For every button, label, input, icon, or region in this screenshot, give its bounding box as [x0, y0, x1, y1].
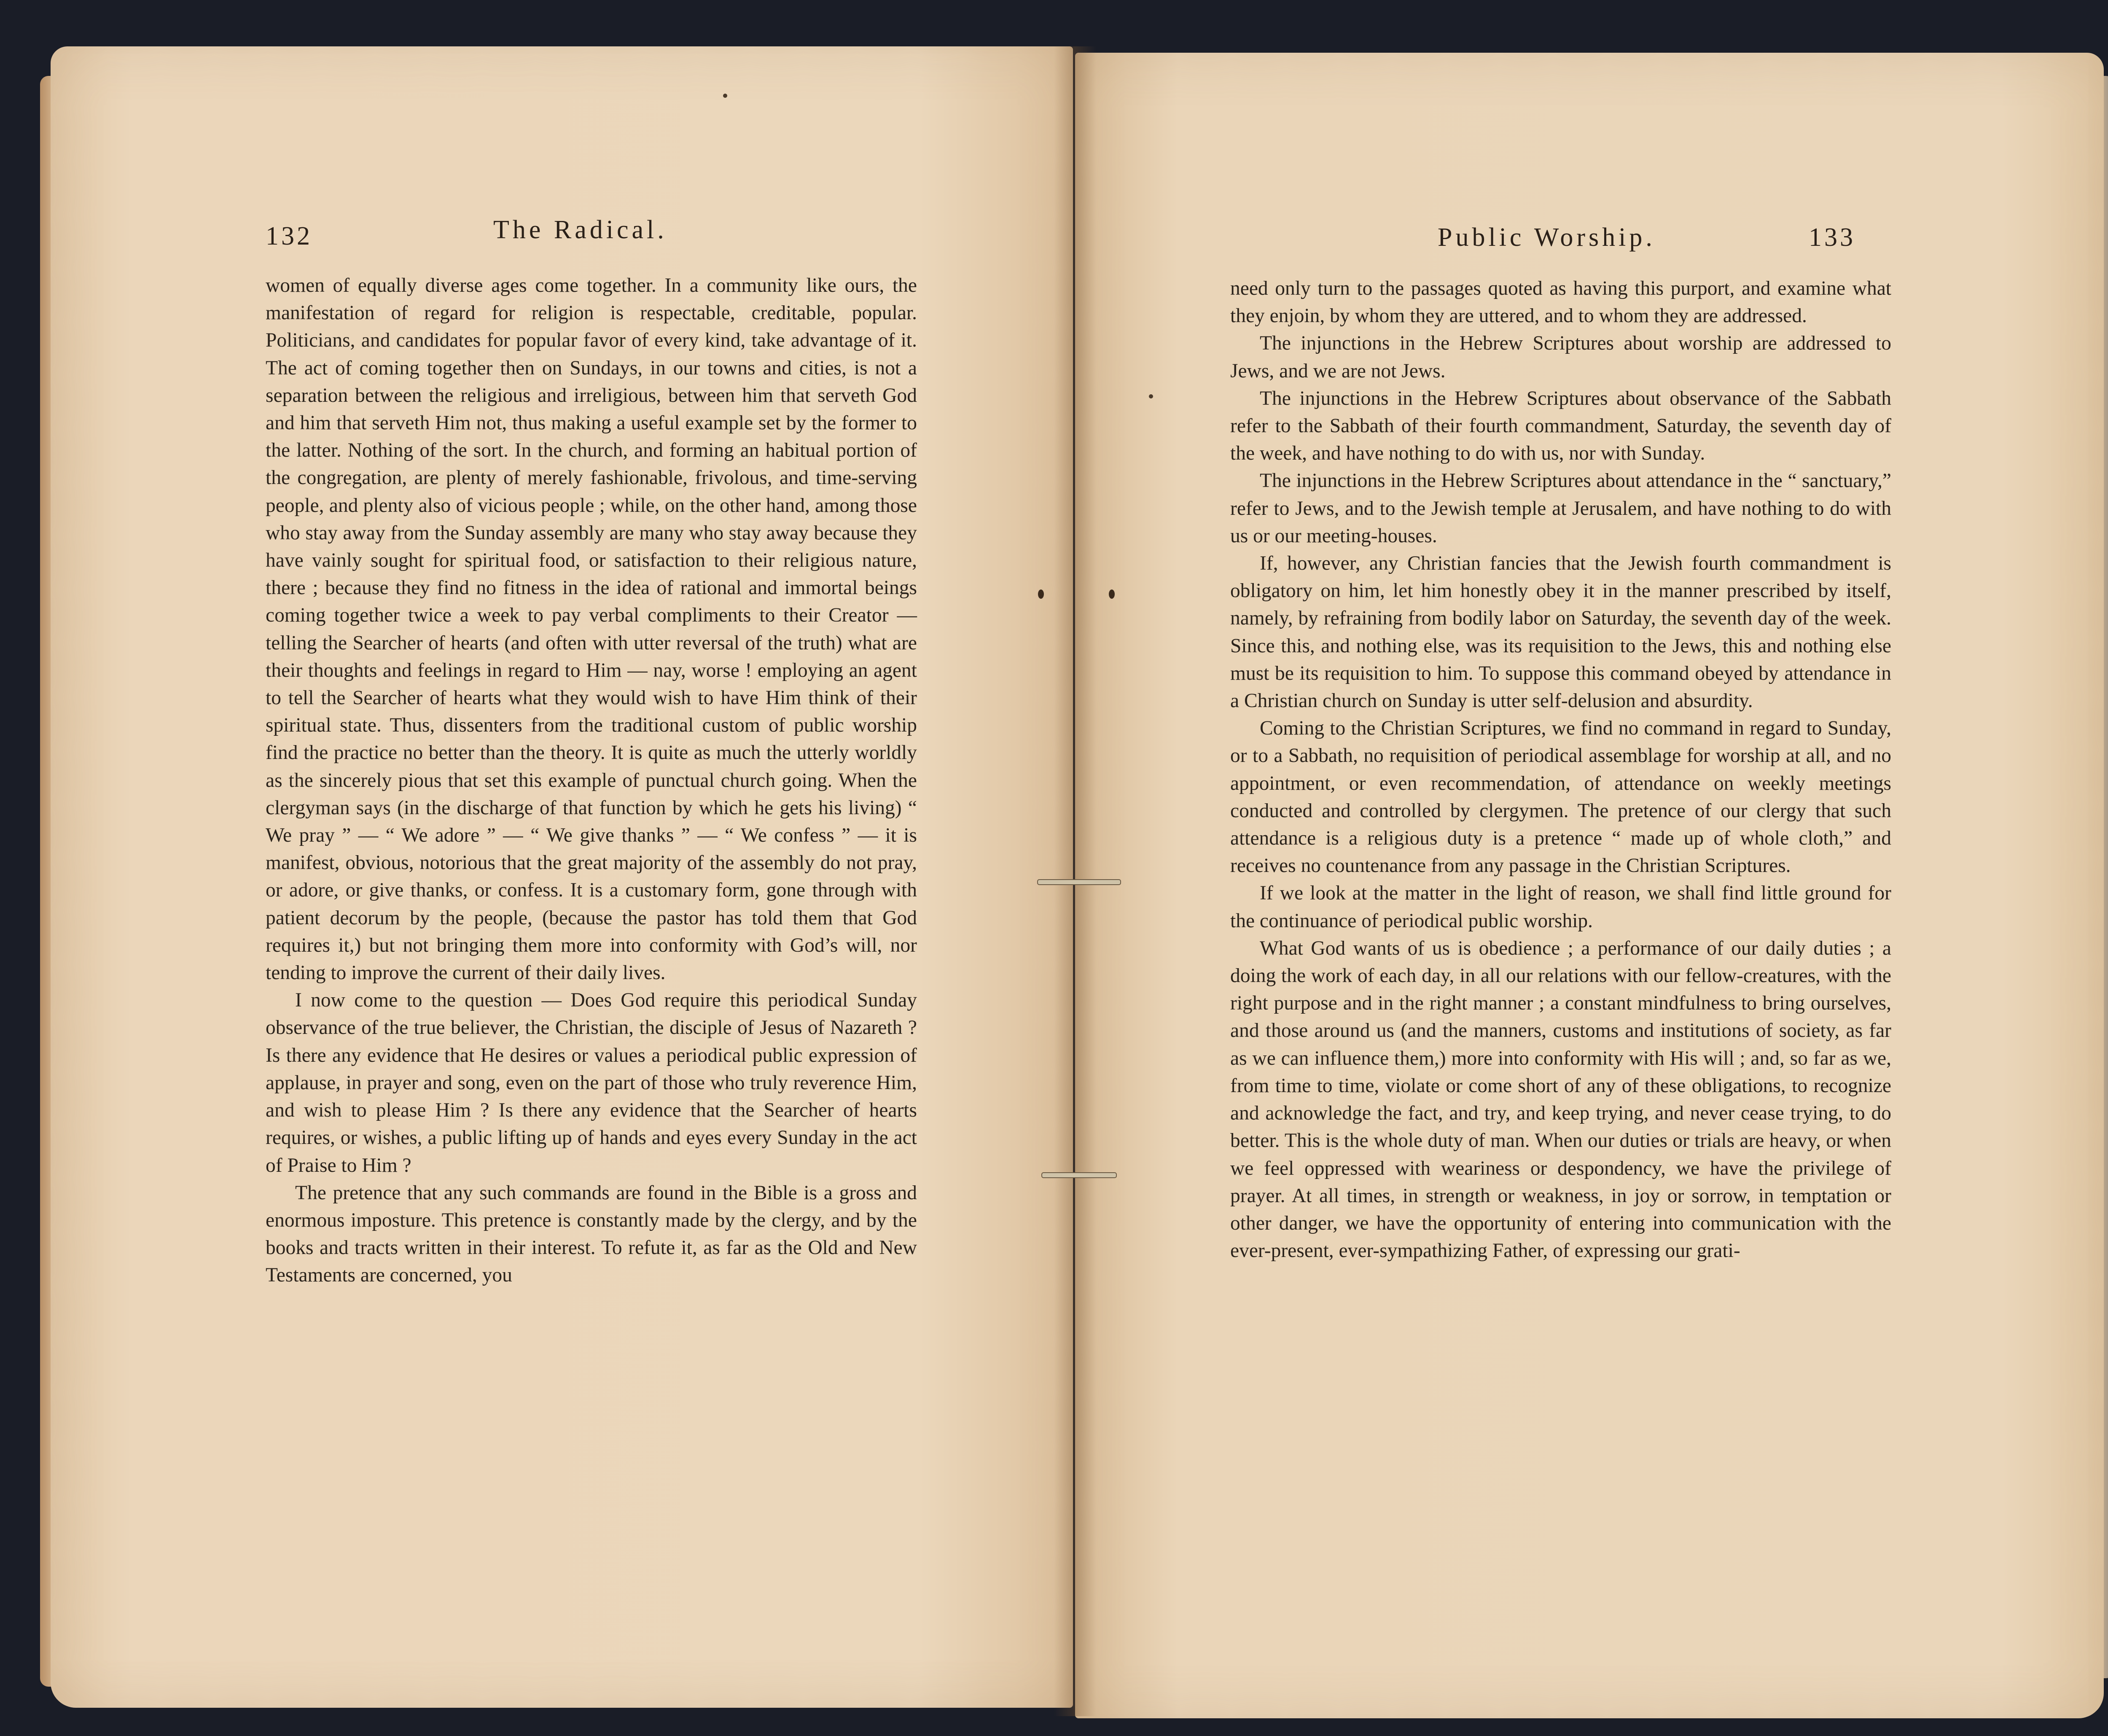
paragraph: need only turn to the passages quoted as having this purport, and examine what they enjoin, by whom they are uttered, and to whom they are addressed.: [1230, 277, 1891, 327]
binding-hole: [1038, 589, 1044, 599]
paragraph: The pretence that any such commands are found in the Bible is a gross and enormous imposture. This pretence is constantly made by the clergy, and by the books and tracts written in their interest. To refute it, as far as the Old and New Testaments are concerned, you: [266, 1182, 917, 1287]
right-page-body: [1230, 275, 1891, 1265]
paragraph: If we look at the matter in the light of reason, we shall find little ground for the continuance of periodical public worship.: [1230, 882, 1891, 932]
left-page-number: 132: [266, 222, 312, 250]
left-running-title: The Radical.: [493, 215, 667, 244]
paragraph: What God wants of us is obedience ; a performance of our daily duties ; a doing the work of each day, in all our relations with our fellow-creatures, with the right purpose and in the right manner ; a constant mindfulness to bring ourselves, and those around us (and the manners, customs and institutions of society, as far as we can influence them,) more into conformity with His will ; and, so far as we, from time to time, violate or come short of any of these obligations, to recognize and acknowledge the fact, and try, and keep trying, and never cease trying, to do better. This is the whole duty of man. When our duties or trials are heavy, or when we feel oppressed with weariness or despondency, we have the privilege of prayer. At all times, in strength or weakness, in joy or sorrow, in temptation or other danger, we have the opportunity of entering into communication with the ever-present, ever-sympathizing Father, of expressing our grati-: [1230, 937, 1891, 1262]
paragraph: I now come to the question — Does God require this periodical Sunday observance of the true believer, the Christian, the disciple of Jesus of Nazareth ? Is there any evidence that He desires or values a periodical public expression of applause, in prayer and song, even on the part of those who truly reverence Him, and wish to please Him ? Is there any evidence that the Searcher of hearts requires, or wishes, a public lifting up of hands and eyes every Sunday in the act of Praise to Him ?: [266, 989, 917, 1176]
paragraph: The injunctions in the Hebrew Scriptures about observance of the Sabbath refer to the Sabbath of their fourth commandment, Saturday, the seventh day of the week, and have nothing to do with us, nor with Sunday.: [1230, 387, 1891, 465]
binding-stitch: [1041, 1172, 1117, 1178]
paragraph: If, however, any Christian fancies that the Jewish fourth commandment is obligatory on him, let him honestly obey it in the manner prescribed by itself, namely, by refraining from bodily labor on Saturday, the seventh day of the week. Since this, and nothing else, was its requisition to the Jews, this and nothing else must be its requisition to him. To suppose this command obeyed by attendance in a Christian church on Sunday is utter self-delusion and absurdity.: [1230, 552, 1891, 712]
left-page-body: [266, 272, 917, 1289]
paragraph: The injunctions in the Hebrew Scriptures about worship are addressed to Jews, and we are not Jews.: [1230, 332, 1891, 382]
binding-hole: [1109, 589, 1115, 599]
paper-speck: [723, 94, 727, 98]
paragraph: The injunctions in the Hebrew Scriptures about attendance in the “ sanctuary,” refer to Jews, and to the Jewish temple at Jerusalem, and have nothing to do with us or our meeting-houses.: [1230, 470, 1891, 547]
paragraph: Coming to the Christian Scriptures, we find no command in regard to Sunday, or to a Sabbath, no requisition of periodical assemblage for worship at all, and no appointment, or even recommendation, of attendance on weekly meetings conducted and controlled by clergymen. The pretence of our clergy that such attendance is a religious duty is a pretence “ made up of whole cloth,” and receives no countenance from any passage in the Christian Scriptures.: [1230, 717, 1891, 877]
right-page-number: 133: [1809, 223, 1855, 252]
paper-speck: [1149, 394, 1153, 398]
paragraph: women of equally diverse ages come together. In a community like ours, the manifestation of regard for religion is respectable, creditable, popular. Politicians, and candidates for popular favor of every kind, take advantage of it. The act of coming together then on Sundays, in our towns and cities, is not a separation between the religious and irreligious, between him that serveth God and him that serveth Him not, thus making a useful example set by the former to the latter. Nothing of the sort. In the church, and forming an habitual portion of the congregation, are plenty of merely fashionable, frivolous, and time-serving people, and plenty also of vicious people ; while, on the other hand, among those who stay away from the Sunday assembly are many who stay away because they have vainly sought for spiritual food, or satisfaction to their religious nature, there ; because they find no fitness in the idea of rational and immortal beings coming together twice a week to pay verbal compliments to their Creator — telling the Searcher of hearts (and often with utter reversal of the truth) what are their thoughts and feelings in regard to Him — nay, worse ! employing an agent to tell the Searcher of hearts what they would wish to have Him think of their spiritual state. Thus, dissenters from the traditional custom of public worship find the practice no better than the theory. It is quite as much the utterly worldly as the sincerely pious that set this example of punctual church going. When the clergyman says (in the discharge of that function by which he gets his living) “ We pray ” — “ We adore ” — “ We give thanks ” — “ We confess ” — it is manifest, obvious, notorious that the great majority of the assembly do not pray, or adore, or give thanks, or confess. It is a customary form, gone through with patient decorum by the people, (because the pastor has told them that God requires it,) but not bringing them more into conformity with God’s will, nor tending to improve the current of their daily lives.: [266, 275, 917, 984]
right-running-title: Public Worship.: [1438, 223, 1656, 252]
binding-stitch: [1037, 879, 1121, 885]
